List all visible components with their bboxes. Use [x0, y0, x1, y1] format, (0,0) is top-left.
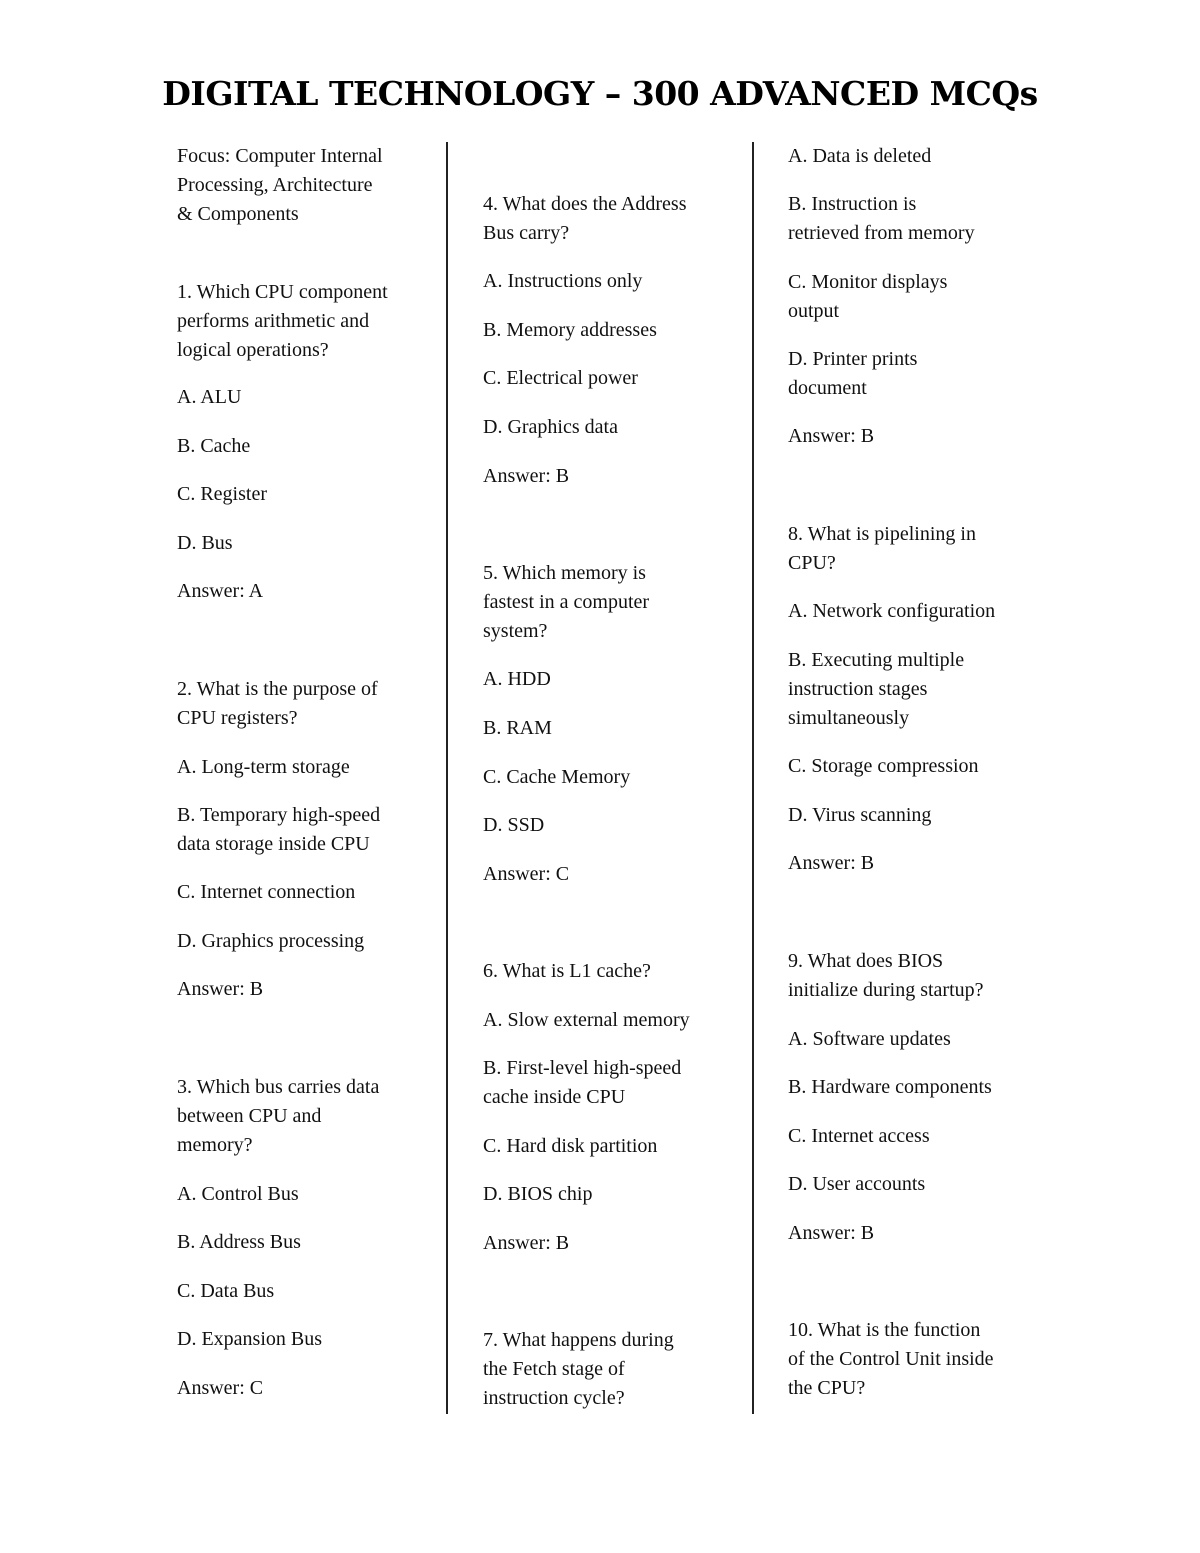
question-8-text-line: CPU?	[788, 552, 836, 574]
question-4-option-a	[483, 267, 728, 296]
question-7-option-d-line: D. Printer prints	[788, 348, 918, 370]
question-7-option-c-line: output	[788, 300, 840, 322]
question-2-option-a-line: A. Long-term storage	[177, 756, 350, 778]
question-2-text-line: 2. What is the purpose of	[177, 678, 378, 700]
question-9-option-d	[788, 1170, 1033, 1199]
question-9-option-b-line: B. Hardware components	[788, 1076, 992, 1098]
question-9-text	[788, 947, 1033, 1005]
question-2-option-c	[177, 878, 422, 907]
question-7-option-b	[788, 190, 1033, 248]
question-2-option-c-line: C. Internet connection	[177, 881, 356, 903]
question-5-option-c-line: C. Cache Memory	[483, 766, 631, 788]
question-8-option-a	[788, 597, 1033, 626]
question-6-option-b	[483, 1054, 728, 1112]
question-7-option-b-line: B. Instruction is	[788, 193, 917, 215]
question-2-option-a	[177, 753, 422, 782]
question-9-answer: Answer: B	[788, 1222, 875, 1244]
question-1-option-d-line: D. Bus	[177, 532, 233, 554]
question-3-option-a-line: A. Control Bus	[177, 1183, 299, 1205]
question-3-option-b-line: B. Address Bus	[177, 1231, 301, 1253]
question-9-text-line: initialize during startup?	[788, 979, 984, 1001]
question-1-answer: Answer: A	[177, 580, 264, 602]
question-9-option-a	[788, 1025, 1033, 1054]
question-7-option-a-line: A. Data is deleted	[788, 145, 932, 167]
question-10-text-line: of the Control Unit inside	[788, 1348, 994, 1370]
question-5-text-line: fastest in a computer	[483, 591, 650, 613]
focus-note-line: & Components	[177, 203, 299, 225]
question-6-answer: Answer: B	[483, 1232, 570, 1254]
question-6-option-d	[483, 1180, 728, 1209]
question-3-text-line: memory?	[177, 1134, 253, 1156]
question-8-option-c	[788, 752, 1033, 781]
question-4-text-line: 4. What does the Address	[483, 193, 687, 215]
question-4-answer: Answer: B	[483, 465, 570, 487]
question-7-answer: Answer: B	[788, 425, 875, 447]
question-1-option-d	[177, 529, 422, 558]
question-4-option-b	[483, 316, 728, 345]
question-5-text-line: system?	[483, 620, 548, 642]
question-8-text-line: 8. What is pipelining in	[788, 523, 976, 545]
question-2-answer: Answer: B	[177, 978, 264, 1000]
question-9-text-line: 9. What does BIOS	[788, 950, 944, 972]
question-9-option-c-line: C. Internet access	[788, 1125, 930, 1147]
column-divider-right	[752, 142, 754, 1414]
question-6-option-c-line: C. Hard disk partition	[483, 1135, 658, 1157]
question-5-option-b	[483, 714, 728, 743]
question-10-text-line: 10. What is the function	[788, 1319, 981, 1341]
question-7-option-d-line: document	[788, 377, 867, 399]
question-2-option-d-line: D. Graphics processing	[177, 930, 365, 952]
question-4-option-a-line: A. Instructions only	[483, 270, 643, 292]
question-1-option-b	[177, 432, 422, 461]
question-8-option-b-line: instruction stages	[788, 678, 928, 700]
question-4-text	[483, 190, 728, 248]
question-1-option-b-line: B. Cache	[177, 435, 251, 457]
question-9-option-d-line: D. User accounts	[788, 1173, 926, 1195]
question-6-text-line: 6. What is L1 cache?	[483, 960, 651, 982]
question-3-option-a	[177, 1180, 422, 1209]
question-8-option-d-line: D. Virus scanning	[788, 804, 932, 826]
focus-note-line: Focus: Computer Internal	[177, 145, 383, 167]
question-6-option-c	[483, 1132, 728, 1161]
question-5-option-c	[483, 763, 728, 792]
question-8-option-d	[788, 801, 1033, 830]
column-divider-left	[446, 142, 448, 1414]
question-7-text-line: 7. What happens during	[483, 1329, 674, 1351]
question-2-option-b-line: data storage inside CPU	[177, 833, 370, 855]
question-8-answer: Answer: B	[788, 852, 875, 874]
question-1-text-line: 1. Which CPU component	[177, 281, 388, 303]
question-4-option-c-line: C. Electrical power	[483, 367, 638, 389]
question-1-text-line: logical operations?	[177, 339, 329, 361]
question-3-option-b	[177, 1228, 422, 1257]
question-5-answer: Answer: C	[483, 863, 570, 885]
question-7-text-line: the Fetch stage of	[483, 1358, 625, 1380]
question-1-option-c-line: C. Register	[177, 483, 267, 505]
question-8-option-c-line: C. Storage compression	[788, 755, 979, 777]
question-3-option-c	[177, 1277, 422, 1306]
question-8-option-b-line: B. Executing multiple	[788, 649, 965, 671]
question-5-option-d-line: D. SSD	[483, 814, 545, 836]
question-9-option-c	[788, 1122, 1033, 1151]
question-5-text	[483, 559, 728, 646]
question-3-text	[177, 1073, 422, 1160]
question-3-option-d	[177, 1325, 422, 1354]
question-1-option-a-line: A. ALU	[177, 386, 242, 408]
question-7-option-a	[788, 142, 1033, 171]
question-6-option-b-line: cache inside CPU	[483, 1086, 626, 1108]
focus-note-line: Processing, Architecture	[177, 174, 373, 196]
question-8-text	[788, 520, 1033, 578]
question-5-option-a-line: A. HDD	[483, 668, 551, 690]
question-7-option-c	[788, 268, 1033, 326]
question-2-text	[177, 675, 422, 733]
question-1-option-c	[177, 480, 422, 509]
focus-note	[177, 142, 422, 229]
question-10-text	[788, 1316, 1033, 1403]
question-1-text	[177, 278, 422, 365]
question-6-option-a-line: A. Slow external memory	[483, 1009, 690, 1031]
question-10-text-line: the CPU?	[788, 1377, 866, 1399]
question-7-text	[483, 1326, 728, 1413]
question-8-option-b-line: simultaneously	[788, 707, 910, 729]
question-7-option-c-line: C. Monitor displays	[788, 271, 948, 293]
question-2-text-line: CPU registers?	[177, 707, 298, 729]
question-3-option-c-line: C. Data Bus	[177, 1280, 275, 1302]
question-8-option-a-line: A. Network configuration	[788, 600, 996, 622]
question-8-option-b	[788, 646, 1033, 733]
question-3-answer: Answer: C	[177, 1377, 264, 1399]
question-1-text-line: performs arithmetic and	[177, 310, 370, 332]
page-title: DIGITAL TECHNOLOGY – 300 ADVANCED MCQs	[162, 74, 1038, 113]
question-4-option-b-line: B. Memory addresses	[483, 319, 657, 341]
question-9-option-a-line: A. Software updates	[788, 1028, 951, 1050]
question-6-text	[483, 957, 728, 986]
question-3-text-line: 3. Which bus carries data	[177, 1076, 380, 1098]
question-7-option-d	[788, 345, 1033, 403]
question-4-option-c	[483, 364, 728, 393]
question-2-option-b-line: B. Temporary high-speed	[177, 804, 381, 826]
question-4-text-line: Bus carry?	[483, 222, 570, 244]
question-4-option-d-line: D. Graphics data	[483, 416, 618, 438]
question-5-text-line: 5. Which memory is	[483, 562, 646, 584]
question-1-option-a	[177, 383, 422, 412]
question-7-option-b-line: retrieved from memory	[788, 222, 975, 244]
question-6-option-a	[483, 1006, 728, 1035]
question-2-option-d	[177, 927, 422, 956]
question-3-option-d-line: D. Expansion Bus	[177, 1328, 322, 1350]
question-3-text-line: between CPU and	[177, 1105, 322, 1127]
question-5-option-d	[483, 811, 728, 840]
question-6-option-d-line: D. BIOS chip	[483, 1183, 593, 1205]
question-5-option-b-line: B. RAM	[483, 717, 552, 739]
question-5-option-a	[483, 665, 728, 694]
question-9-option-b	[788, 1073, 1033, 1102]
question-6-option-b-line: B. First-level high-speed	[483, 1057, 682, 1079]
question-4-option-d	[483, 413, 728, 442]
question-7-text-line: instruction cycle?	[483, 1387, 625, 1409]
question-2-option-b	[177, 801, 422, 859]
